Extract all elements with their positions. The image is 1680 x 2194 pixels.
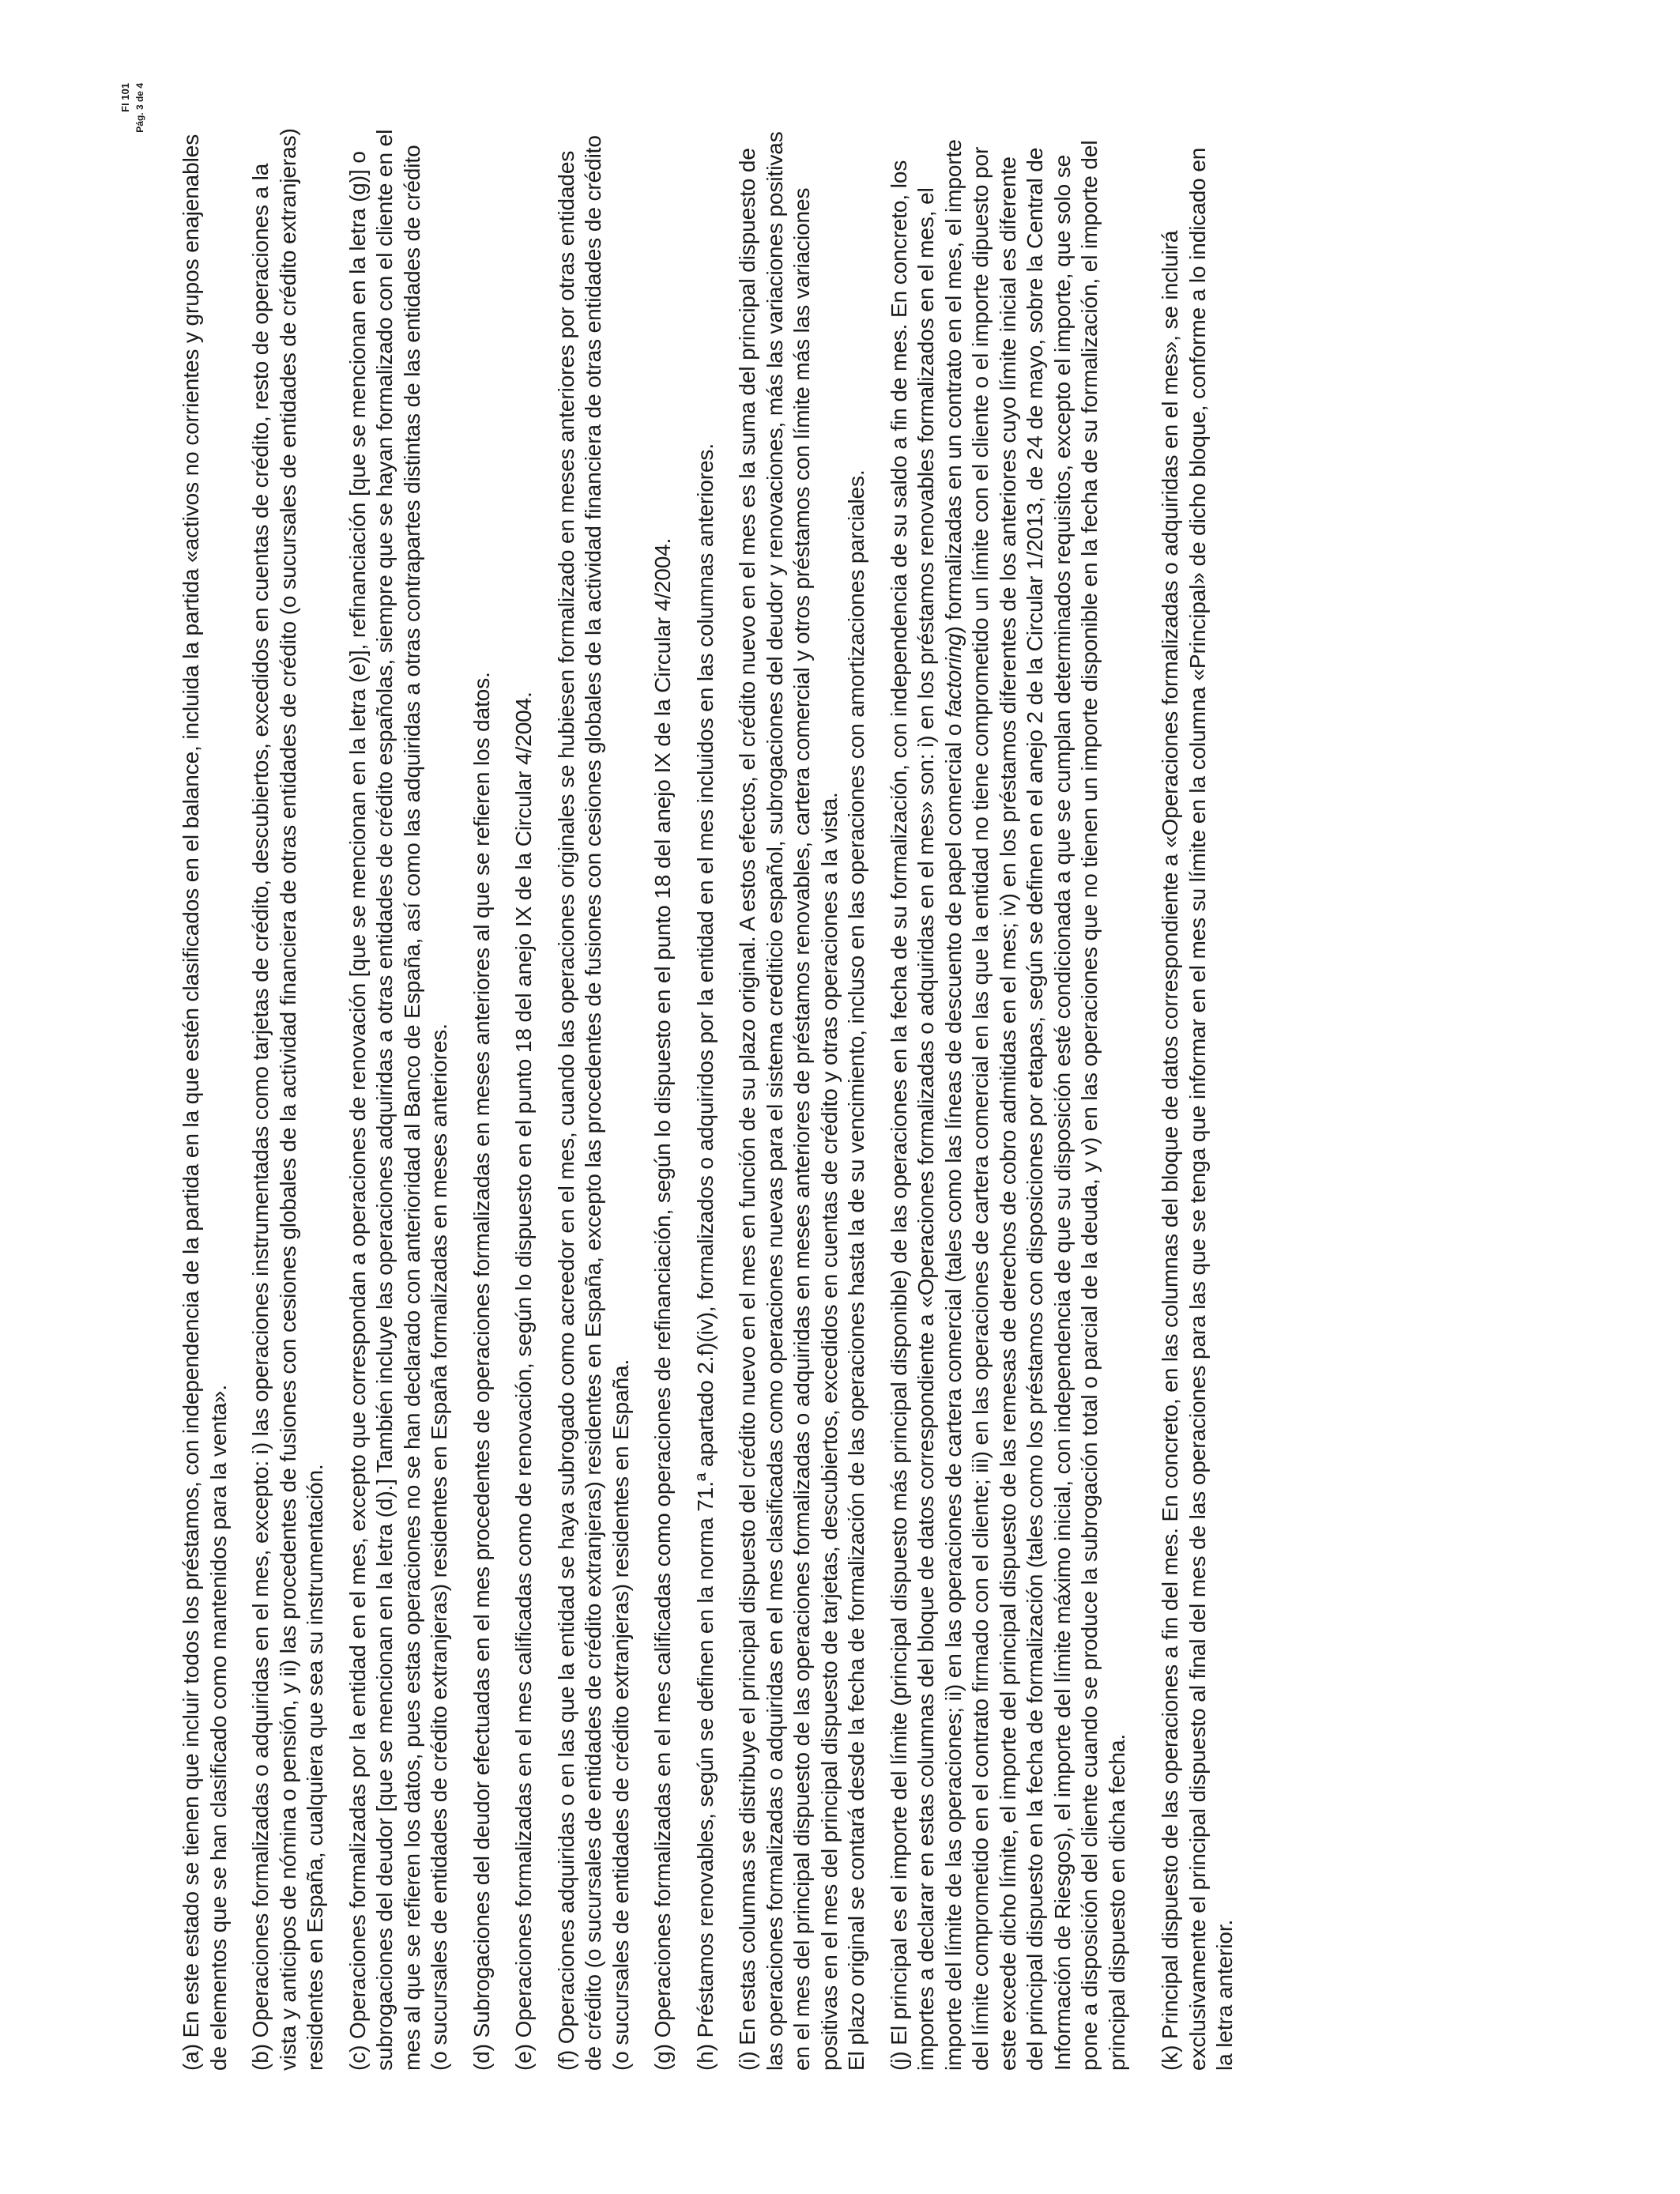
page-number: Pág. 3 de 4 <box>134 83 145 133</box>
note-c: (c) Operaciones formalizadas por la entidad en el mes, excepto que correspondan a operaciones de renovación [que se mencionan en la letra (e)], refinanciación [que se mencionan en la letra (g)] o subrogaciones del deudor [que se mencionan en la letra (d).] También incluye las operaciones adquiridas a otras entidades de crédito españolas, siempre que se hayan formalizado con el cliente en el mes al que se refieren los datos, pues estas operaciones no se han declarado con anterioridad al Banco de España, así como las adquiridas a otras contrapartes distintas de las entidades de crédito (o sucursales de entidades de crédito extranjeras) residentes en España formalizadas en meses anteriores. <box>345 129 451 2071</box>
note-f: (f) Operaciones adquiridas o en las que la entidad se haya subrogado como acreedor en el mes, cuando las operaciones originales se hubiesen formalizado en meses anteriores por otras entidades de crédito (o sucursales de entidades de crédito extranjeras) residentes en España, excepto las procedentes de fusiones con cesiones globales de la actividad financiera de otras entidades de crédito (o sucursales de entidades de crédito extranjeras) residentes en España. <box>553 135 633 2071</box>
note-d: (d) Subrogaciones del deudor efectuadas en el mes procedentes de operaciones formalizadas en meses anteriores al que se refieren los datos. <box>469 672 494 2071</box>
note-g: (g) Operaciones formalizadas en el mes calificadas como operaciones de refinanciación, según lo dispuesto en el punto 18 del anejo IX de la Circular 4/2004. <box>650 537 675 2071</box>
form-code: FI 101 <box>119 83 131 112</box>
note-i-extra: El plazo original se contará desde la fecha de formalización de las operaciones hasta la de su vencimiento, incluso en las operaciones con amortizaciones parciales. <box>844 469 868 2071</box>
note-j-part-2: ) formalizadas en un contrato en el mes, el importe del límite comprometido en el contrato firmado con el cliente; iii) en las operaciones de cartera comercial en las que la entidad no tiene comprometido un límite con el cliente o el importe dipuesto por este excede dicho límite, el importe del principal dispuesto de las remesas de derechos de cobro admitidas en el mes; iv) en los préstamos diferentes de los anteriores cuyo límite inicial es diferente del principal dispuesto en la fecha de formalización (tales como los préstamos con disposiciones por etapas, según se definen en el anejo 2 de la Circular 1/2013, de 24 de mayo, sobre la Central de Información de Riesgos), el importe del límite máximo inicial, con independencia de que su disposición esté condicionada a que se cumplan determinados requisitos, excepto el importe, que solo se pone a disposición del cliente cuando se produce la subrogación total o parcial de la deuda, y v) en las operaciones que no tienen un importe disponible en la fecha de su formalización, el importe del principal dispuesto en dicha fecha. <box>940 139 1129 2071</box>
page-header <box>119 83 156 138</box>
note-j-italic-term: factoring <box>940 633 966 718</box>
note-j-part-1: (j) El principal es el importe del límite (principal dispuesto más principal disponible) de las operaciones en la fecha de su formalización, con independencia de su saldo a fin de mes. En concreto, los importes a declarar en estas columnas del bloque de datos correspondiente a «Operaciones formalizadas o adquiridas en el mes» son: i) en los préstamos renovables formalizados en el mes, el importe del límite de las operaciones; ii) en las operaciones de cartera comercial (tales como las líneas de descuento de papel comercial o <box>886 160 966 2071</box>
note-k: (k) Principal dispuesto de las operaciones a fin del mes. En concreto, en las columnas del bloque de datos correspondiente a «Operaciones formalizadas o adquiridas en el mes», se incluirá exclusivamente el principal dispuesto al final del mes de las operaciones para las que se tenga que informar en el mes su límite en la columna «Principal» de dicho bloque, conforme a lo indicado en la letra anterior. <box>1158 147 1237 2071</box>
document-body <box>178 126 1411 2071</box>
note-h: (h) Préstamos renovables, según se definen en la norma 71.ª apartado 2.f)(iv), formalizados o adquiridos por la entidad en el mes incluidos en las columnas anteriores. <box>692 443 718 2071</box>
notes-rotated <box>178 126 1411 2071</box>
note-j <box>886 126 1132 2071</box>
note-i: (i) En estas columnas se distribuye el principal dispuesto del crédito nuevo en el mes en función de su plazo original. A estos efectos, el crédito nuevo en el mes es la suma del principal dispuesto de las operaciones formalizadas o adquiridas en el mes clasificadas como operaciones nuevas para el sistema crediticio español, subrogaciones del deudor y renovaciones, más las variaciones positivas en el mes del principal dispuesto de las operaciones formalizadas o adquiridas en meses anteriores de préstamos renovables, cartera comercial y otros préstamos con límite más las variaciones positivas en el mes del principal dispuesto de tarjetas, descubiertos, excedidos en cuentas de crédito y otras operaciones a la vista. <box>735 131 842 2071</box>
note-b: (b) Operaciones formalizadas o adquiridas en el mes, excepto: i) las operaciones instrumentadas como tarjetas de crédito, descubiertos, excedidos en cuentas de crédito, resto de operaciones a la vista y anticipos de nómina o pensión, y ii) las procedentes de fusiones con cesiones globales de la actividad financiera de otras entidades de crédito (o sucursales de entidades de crédito extranjeras) residentes en España, cualquiera que sea su instrumentación. <box>248 128 327 2071</box>
note-a: (a) En este estado se tienen que incluir todos los préstamos, con independencia de la partida en la que estén clasificados en el balance, incluida la partida «activos no corrientes y grupos enajenables de elementos que se han clasificado como mantenidos para la venta». <box>179 134 231 2071</box>
note-e: (e) Operaciones formalizadas en el mes calificadas como de renovación, según lo dispuesto en el punto 18 del anejo IX de la Circular 4/2004. <box>511 692 536 2071</box>
page-header-text <box>119 83 156 138</box>
